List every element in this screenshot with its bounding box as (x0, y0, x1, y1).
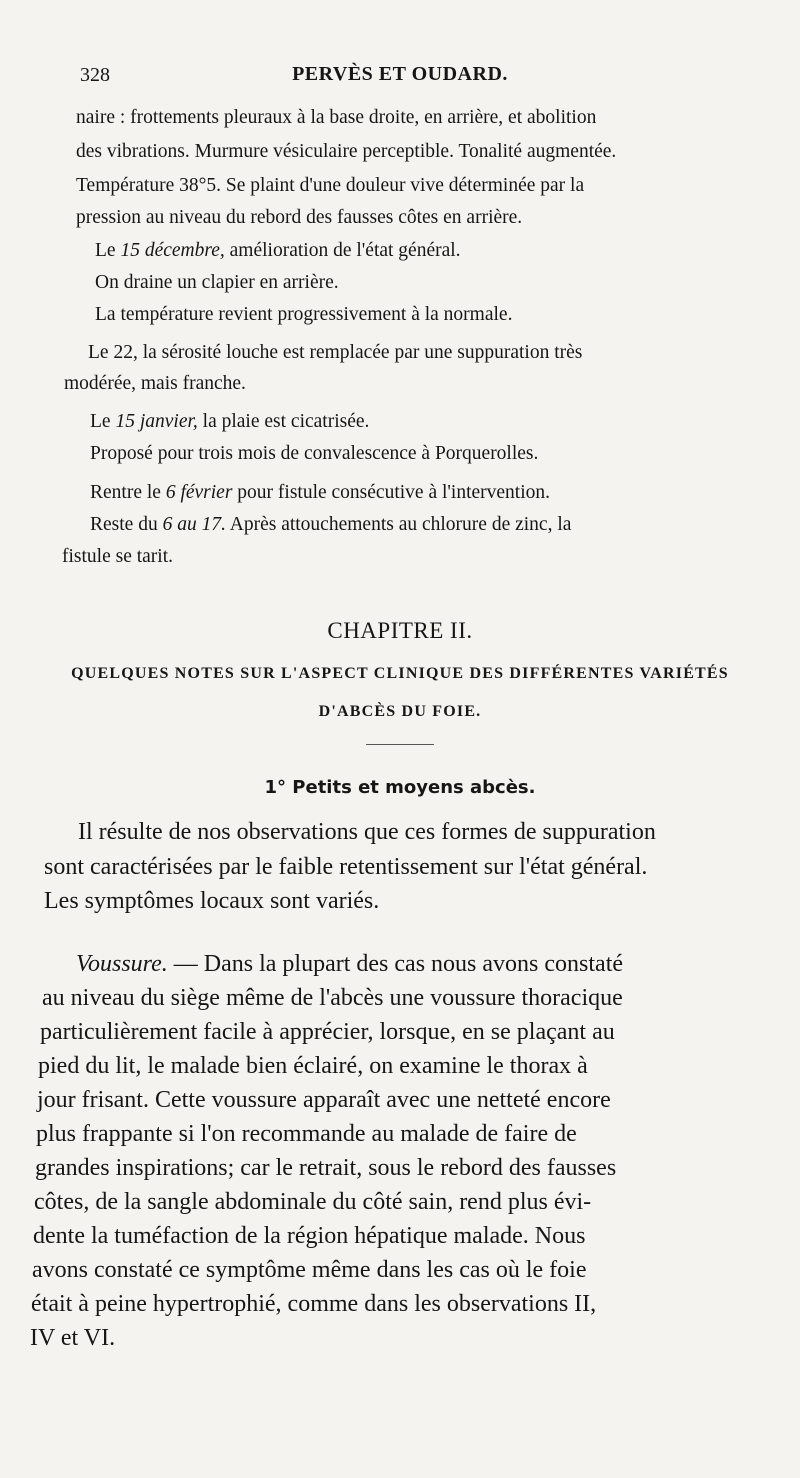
text-span: Reste du (90, 514, 163, 535)
date-italic: 15 janvier, (115, 411, 198, 432)
text-span: pour fistule consécutive à l'intervention. (232, 482, 551, 503)
text-line: pied du lit, le malade bien éclairé, on examine le thorax à (38, 1053, 588, 1079)
text-line: On draine un clapier en arrière. (95, 272, 339, 293)
text-line: avons constaté ce symptôme même dans les cas où le foie (32, 1257, 587, 1283)
text-span: — Dans la plupart des cas nous avons constaté (167, 951, 624, 977)
text-line: La température revient progressivement à la normale. (95, 304, 513, 325)
text-line (76, 952, 623, 976)
text-span: amélioration de l'état général. (224, 240, 461, 261)
text-line: Les symptômes locaux sont variés. (44, 888, 380, 914)
running-title: PERVÈS ET OUDARD. (292, 63, 508, 85)
section-heading: 1° Petits et moyens abcès. (264, 777, 536, 798)
text-line: modérée, mais franche. (64, 373, 246, 394)
text-line: naire : frottements pleuraux à la base droite, en arrière, et abolition (76, 107, 597, 128)
page-number: 328 (80, 64, 110, 86)
text-line (90, 483, 550, 503)
text-line: sont caractérisées par le faible retentissement sur l'état général. (44, 854, 648, 880)
text-line: au niveau du siège même de l'abcès une voussure thoracique (42, 985, 623, 1011)
text-line: Il résulte de nos observations que ces formes de suppuration (78, 819, 656, 845)
text-span: Le (95, 240, 121, 261)
text-line: plus frappante si l'on recommande au malade de faire de (36, 1121, 577, 1147)
text-line: était à peine hypertrophié, comme dans les observations II, (31, 1291, 597, 1317)
text-line (90, 412, 369, 432)
text-line (90, 515, 571, 535)
paragraph-lead: Voussure. (76, 951, 168, 977)
chapter-subtitle: QUELQUES NOTES SUR L'ASPECT CLINIQUE DES DIFFÉRENTES VARIÉTÉS (71, 665, 729, 682)
text-line: Le 22, la sérosité louche est remplacée par une suppuration très (88, 342, 583, 363)
text-line: Proposé pour trois mois de convalescence à Porquerolles. (90, 443, 539, 464)
text-span: la plaie est cicatrisée. (197, 411, 370, 432)
divider (366, 744, 434, 745)
date-italic: 6 février (165, 482, 233, 503)
text-line: dente la tuméfaction de la région hépatique malade. Nous (33, 1223, 586, 1249)
date-italic: 6 au 17. (162, 514, 226, 535)
chapter-subtitle: D'ABCÈS DU FOIE. (318, 703, 482, 720)
text-line: jour frisant. Cette voussure apparaît avec une netteté encore (37, 1087, 611, 1113)
text-span: Rentre le (90, 482, 166, 503)
text-line: côtes, de la sangle abdominale du côté sain, rend plus évi- (34, 1189, 592, 1215)
text-line: fistule se tarit. (62, 546, 174, 567)
date-italic: 15 décembre, (120, 240, 225, 261)
chapter-title: CHAPITRE II. (327, 618, 473, 643)
text-line: Température 38°5. Se plaint d'une douleur vive déterminée par la (76, 175, 585, 196)
text-line: IV et VI. (30, 1325, 116, 1351)
text-line: pression au niveau du rebord des fausses côtes en arrière. (76, 207, 523, 228)
text-line: des vibrations. Murmure vésiculaire perceptible. Tonalité augmentée. (76, 141, 617, 162)
text-span: Le (90, 411, 116, 432)
text-line: grandes inspirations; car le retrait, sous le rebord des fausses (35, 1155, 617, 1181)
text-line: particulièrement facile à apprécier, lorsque, en se plaçant au (40, 1019, 615, 1045)
text-span: Après attouchements au chlorure de zinc, la (225, 514, 572, 535)
text-line (95, 241, 461, 261)
